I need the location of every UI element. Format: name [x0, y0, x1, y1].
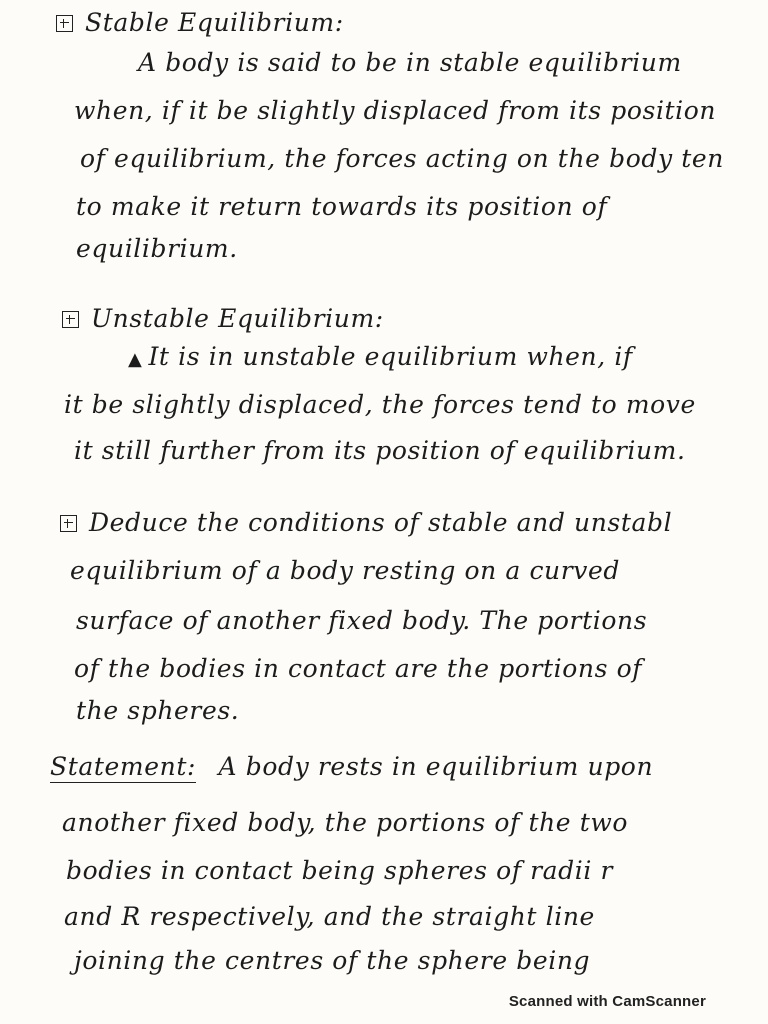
unstable-heading-line [62, 304, 384, 333]
unstable-equilibrium-heading: Unstable Equilibrium: [91, 304, 384, 333]
text-line: and R respectively, and the straight line [64, 902, 595, 931]
text-line: it still further from its position of equilibrium. [74, 436, 686, 465]
text-line: another fixed body, the portions of the two [62, 808, 629, 837]
text-line: to make it return towards its position of [76, 192, 608, 221]
boxed-cross-bullet-icon [60, 515, 77, 532]
text-line: A body is said to be in stable equilibrium [138, 48, 682, 77]
text-line-content: It is in unstable equilibrium when, if [148, 342, 633, 371]
text-line: surface of another fixed body. The portions [76, 606, 648, 635]
text-line: of equilibrium, the forces acting on the body ten [80, 144, 724, 173]
stable-heading-line [56, 8, 344, 37]
text-line: when, if it be slightly displaced from its position [74, 96, 717, 125]
triangle-mark-icon: ▲ [128, 349, 143, 370]
text-line: the spheres. [76, 696, 240, 725]
statement-label: Statement: [50, 752, 196, 781]
boxed-cross-bullet-icon [62, 311, 79, 328]
statement-line [50, 752, 653, 781]
text-line: joining the centres of the sphere being [74, 946, 591, 975]
scanner-watermark: Scanned with CamScanner [508, 993, 706, 1010]
text-line: bodies in contact being spheres of radii r [66, 856, 614, 885]
text-line: equilibrium of a body resting on a curved [70, 556, 621, 585]
text-line: it be slightly displaced, the forces tend to move [64, 390, 696, 419]
text-line: of the bodies in contact are the portions of [74, 654, 643, 683]
boxed-cross-bullet-icon [56, 15, 73, 32]
deduce-heading-line [60, 508, 672, 537]
deduce-heading: Deduce the conditions of stable and unstabl [89, 508, 673, 537]
stable-equilibrium-heading: Stable Equilibrium: [85, 8, 344, 37]
text-line: equilibrium. [76, 234, 238, 263]
text-line-content: A body rests in equilibrium upon [218, 752, 654, 781]
text-line [128, 342, 633, 371]
